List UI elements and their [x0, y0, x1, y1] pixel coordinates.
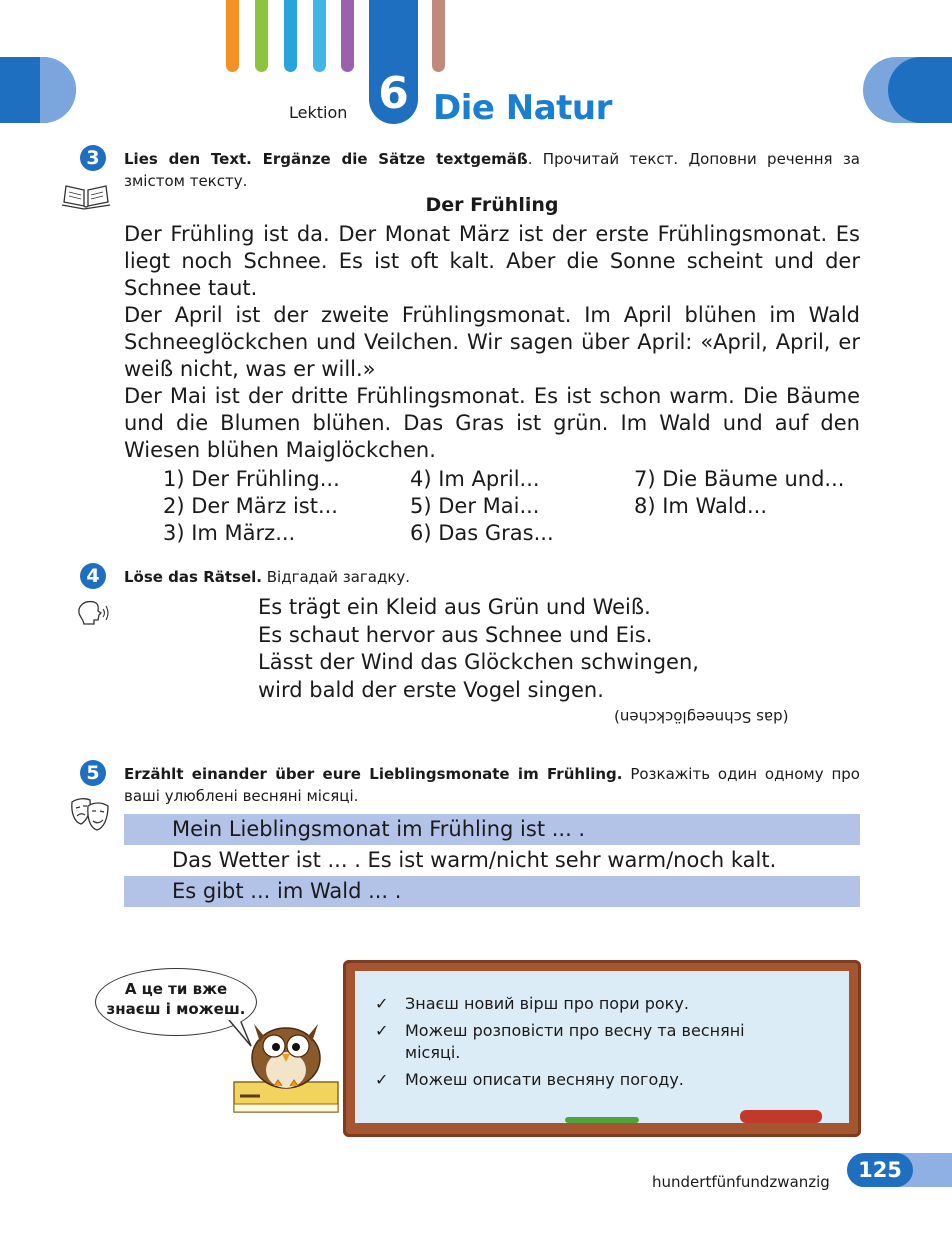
summary-item: ✓ Знаєш новий вірш про пори року.	[375, 994, 689, 1013]
exercise-3-number: 3	[80, 145, 106, 171]
page-number-words: hundertfünfundzwanzig	[652, 1173, 830, 1191]
header-stripe-lightblue	[313, 0, 326, 72]
riddle-line: Es trägt ein Kleid aus Grün und Weiß.	[258, 595, 651, 619]
paragraph: Der Frühling ist da. Der Monat März ist der erste Frühlingsmonat. Es liegt noch Schnee. Es ist oft kalt. Aber die Sonne scheint und der Schnee taut.	[124, 222, 860, 300]
paragraph: Der Mai ist der dritte Frühlingsmonat. Es ist schon warm. Die Bäume und die Blumen blühen. Das Gras ist grün. Im Wald und auf den Wiesen blühen Maiglöckchen.	[124, 384, 860, 462]
sentence-item: 3) Im März...	[163, 521, 296, 545]
header-stripe-brown	[432, 0, 445, 72]
phrase-line: Es gibt ... im Wald ... .	[124, 876, 860, 907]
left-edge-tab-accent	[40, 57, 76, 123]
phrase-line: Mein Lieblingsmonat im Frühling ist ... .	[124, 814, 860, 845]
chalk-icon	[565, 1117, 639, 1123]
sentence-item: 2) Der März ist...	[163, 494, 338, 518]
sentence-item: 5) Der Mai...	[410, 494, 540, 518]
paragraph: Der April ist der zweite Frühlingsmonat. Im April blühen im Wald Schneeglöckchen und Veilchen. Wir sagen über April: «April, April, er weiß nicht, was er will.»	[124, 303, 860, 381]
sentence-item: 7) Die Bäume und...	[634, 467, 845, 491]
reading-text	[124, 221, 860, 464]
riddle-line: Es schaut hervor aus Schnee und Eis.	[258, 622, 653, 647]
speaking-head-icon	[74, 598, 112, 628]
header-stripe-purple	[341, 0, 354, 72]
page-number: 125	[858, 1158, 902, 1182]
exercise-4-instruction: Löse das Rätsel. Відгадай загадку.	[124, 568, 411, 586]
bubble-line: А це ти вже	[124, 980, 228, 998]
header-stripe-green	[255, 0, 268, 72]
check-icon: ✓	[375, 1021, 389, 1040]
topic-title: Die Natur	[433, 88, 612, 128]
lektion-label: Lektion	[289, 103, 348, 122]
open-book-icon	[60, 180, 112, 210]
riddle-line: Lässt der Wind das Glöckchen schwingen,	[258, 650, 699, 674]
lesson-number: 6	[378, 68, 409, 119]
summary-item: ✓ Можеш розповісти про весну та весняні місяці.	[375, 1021, 745, 1062]
bubble-line: знаєш і можеш.	[106, 1000, 246, 1018]
check-icon: ✓	[375, 994, 389, 1013]
text-title: Der Frühling	[425, 194, 559, 216]
sentence-item: 1) Der Frühling...	[163, 467, 340, 491]
sentence-item: 6) Das Gras...	[410, 521, 554, 545]
phrase-line: Das Wetter ist ... . Es ist warm/nicht sehr warm/noch kalt.	[172, 848, 777, 872]
summary-list	[375, 993, 800, 1096]
theater-masks-icon	[68, 794, 112, 832]
riddle-answer: (das Schneeglöckchen)	[614, 708, 789, 726]
eraser-icon	[740, 1110, 822, 1123]
sentence-item: 4) Im April...	[410, 467, 540, 491]
exercise-5-instruction: Erzählt einander über eure Lieblingsmonate im Frühling. Розкажіть один одному про ваші улюблені весняні місяці.	[124, 765, 860, 805]
sentence-item: 8) Im Wald...	[634, 494, 768, 518]
exercise-5-number: 5	[80, 760, 106, 786]
owl-icon	[230, 1006, 342, 1116]
header-stripe-cyan	[284, 0, 297, 72]
right-edge-tab-accent	[888, 57, 952, 123]
riddle-poem	[258, 594, 699, 704]
summary-item: ✓ Можеш описати весняну погоду.	[375, 1070, 684, 1089]
riddle-line: wird bald der erste Vogel singen.	[258, 677, 604, 702]
header-stripe-orange	[226, 0, 239, 72]
exercise-3-instruction: Lies den Text. Ergänze die Sätze textgemäß. Прочитай текст. Доповни речення за змістом тексту.	[124, 150, 861, 190]
exercise-4-number: 4	[80, 563, 106, 589]
check-icon: ✓	[375, 1070, 389, 1089]
